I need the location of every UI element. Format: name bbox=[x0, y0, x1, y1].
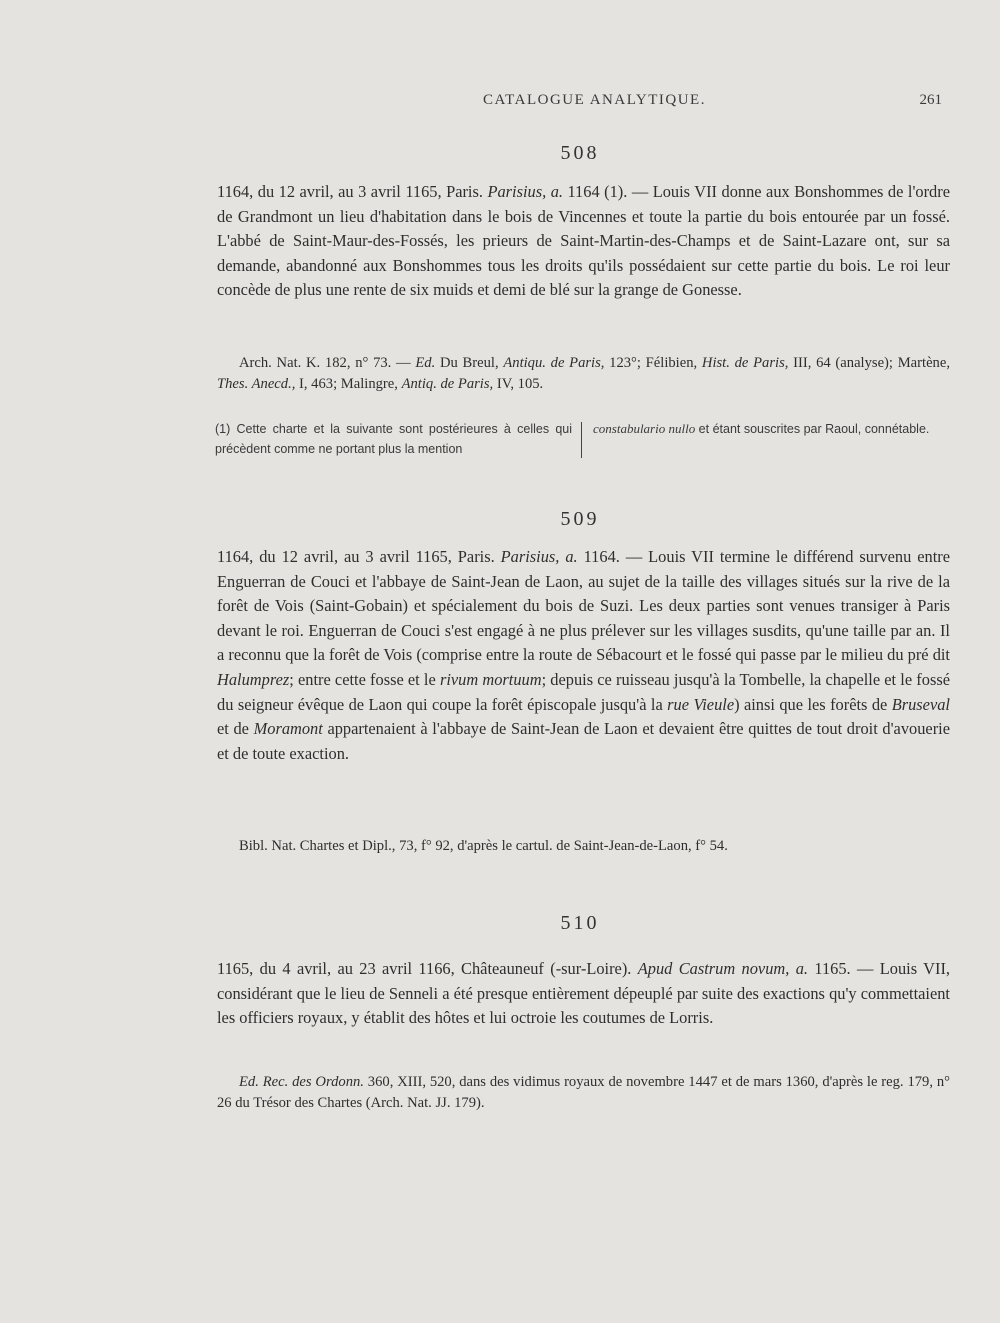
footnote-right: constabulario nullo et étant souscrites par Raoul, connétable. bbox=[593, 421, 930, 436]
charter-number-508: 508 bbox=[560, 142, 600, 164]
page-number: 261 bbox=[919, 92, 942, 108]
charter-number-510: 510 bbox=[560, 912, 600, 934]
charter-509-text: 1164, du 12 avril, au 3 avril 1165, Paris. Parisius, a. 1164. — Louis VII termine le différend survenu entre Enguerran de Couci et l'abbaye de Saint-Jean de Laon, au sujet de la taille des villages situés sur la rive de la forêt de Vois (Saint-Gobain) et spécialement du bois de Suzi. Les deux parties sont venues transiger à Paris devant le roi. Enguerran de Couci s'est engagé à ne plus prélever sur les villages susdits, qu'une taille par an. Il a reconnu que la forêt de Vois (comprise entre la route de Sébacourt et le fossé qui passe par le milieu du pré dit Halumprez; entre cette fosse et le rivum mortuum; depuis ce ruisseau jusqu'à la Tombelle, la chapelle et le fossé du seigneur évêque de Laon qui coupe la forêt épiscopale jusqu'à la rue Vieule) ainsi que les forêts de Bruseval et de Moramont appartenaient à l'abbaye de Saint-Jean de Laon et devaient être quittes de tout droit d'avouerie et de toute exaction. bbox=[217, 547, 950, 763]
charter-number-509: 509 bbox=[560, 508, 600, 530]
charter-508-sources: Arch. Nat. K. 182, n° 73. — Ed. Du Breul, Antiqu. de Paris, 123°; Félibien, Hist. de Paris, III, 64 (analyse); Martène, Thes. Anecd., I, 463; Malingre, Antiq. de Paris, IV, 105. bbox=[217, 355, 950, 392]
charter-508-text: 1164, du 12 avril, au 3 avril 1165, Paris. Parisius, a. 1164 (1). — Louis VII donne aux Bonshommes de l'ordre de Grandmont un lieu d'habitation dans le bois de Vincennes et toute la partie du bois entourée par un fossé. L'abbé de Saint-Maur-des-Fossés, les prieurs de Saint-Martin-des-Champs et de Saint-Lazare ont, sur sa demande, abandonné aux Bonshommes tous les droits qu'ils possédaient sur cette partie du bois. Le roi leur concède de plus une rente de six muids et demi de blé sur la grange de Gonesse. bbox=[217, 182, 950, 300]
charter-510-sources: Ed. Rec. des Ordonn. 360, XIII, 520, dans des vidimus royaux de novembre 1447 et de mars 1360, d'après le reg. 179, n° 26 du Trésor des Chartes (Arch. Nat. JJ. 179). bbox=[217, 1074, 950, 1111]
running-title: CATALOGUE ANALYTIQUE. bbox=[483, 92, 706, 108]
footnote-divider bbox=[581, 422, 582, 458]
charter-510-text: 1165, du 4 avril, au 23 avril 1166, Châteauneuf (-sur-Loire). Apud Castrum novum, a. 1165. — Louis VII, considérant que le lieu de Senneli a été presque entièrement dépeuplé par suite des exactions qu'y commettaient les officiers royaux, y établit des hôtes et lui octroie les coutumes de Lorris. bbox=[217, 959, 951, 1028]
footnote-left: (1) Cette charte et la suivante sont postérieures à celles qui précèdent comme ne portant plus la mention bbox=[215, 422, 572, 456]
charter-509-sources: Bibl. Nat. Chartes et Dipl., 73, f° 92, d'après le cartul. de Saint-Jean-de-Laon, f° 54. bbox=[239, 838, 728, 854]
